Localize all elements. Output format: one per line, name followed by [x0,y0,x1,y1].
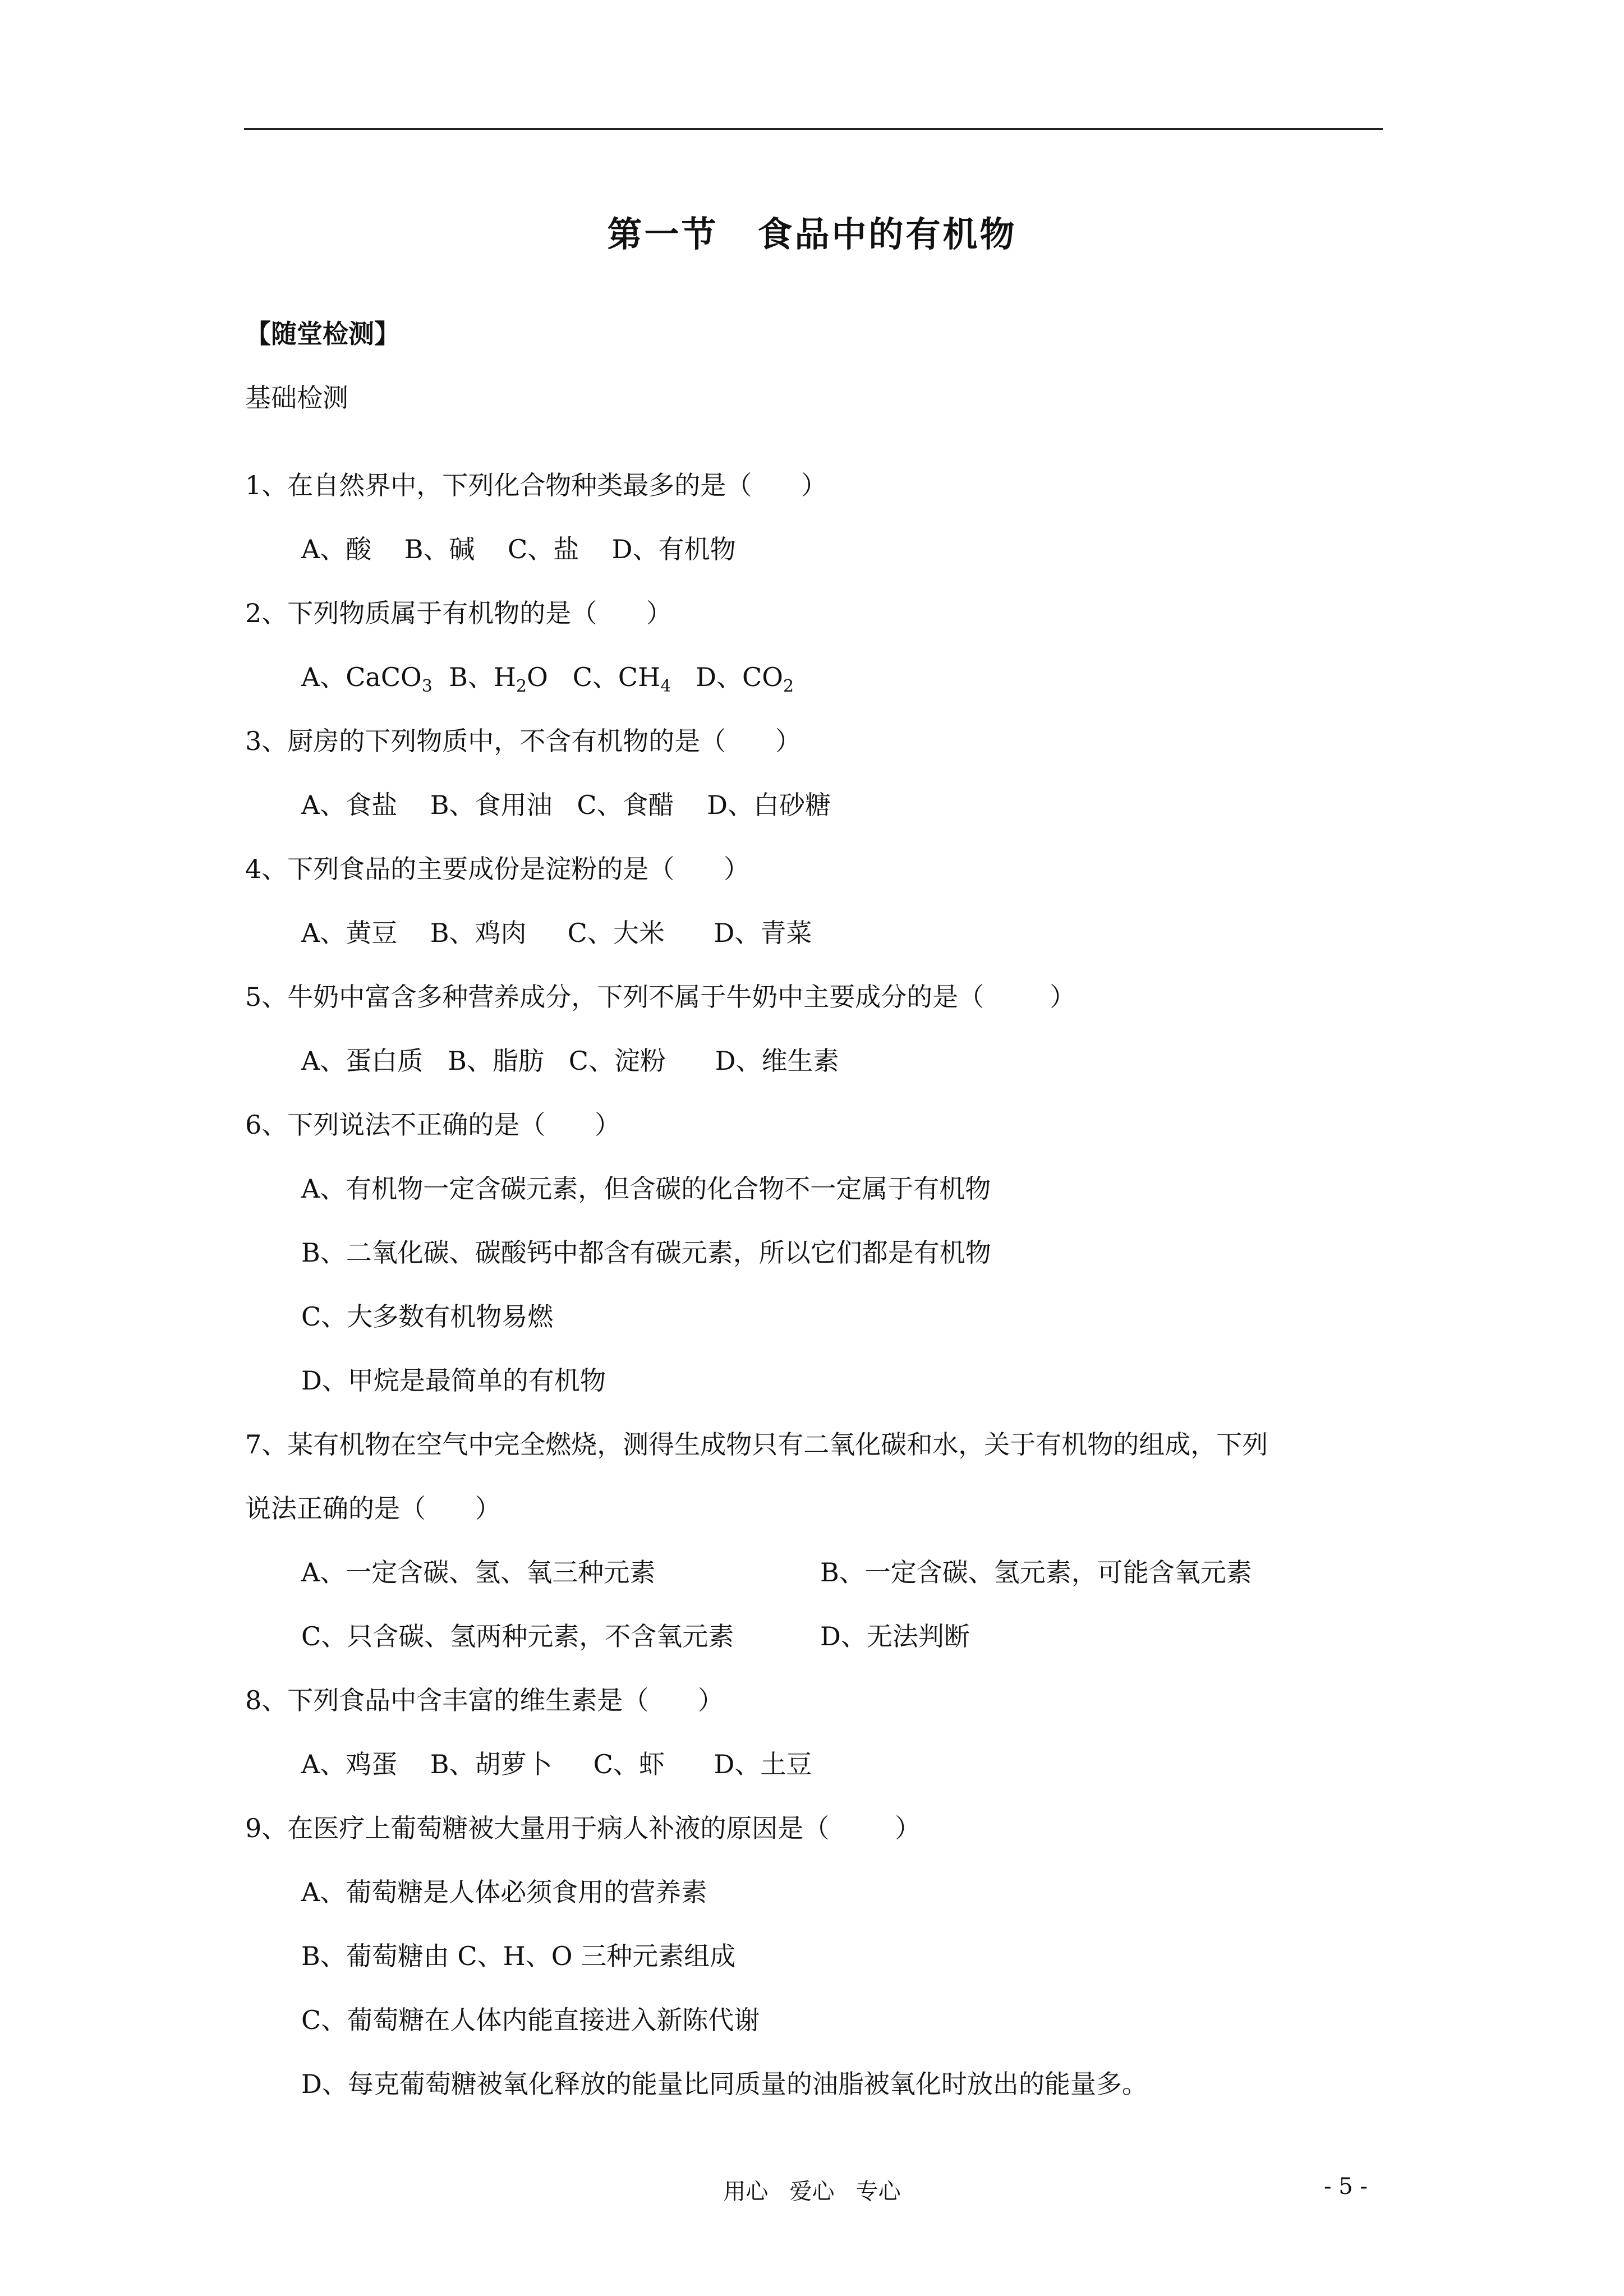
question-7-stem-line-2: 说法正确的是（ ） [245,1493,501,1524]
question-5-stem: 5、牛奶中富含多种营养成分，下列不属于牛奶中主要成分的是（ ） [245,982,1076,1012]
question-9-option-d: D、每克葡萄糖被氧化释放的能量比同质量的油脂被氧化时放出的能量多。 [301,2069,1148,2099]
question-3-stem: 3、厨房的下列物质中，不含有机物的是（ ） [245,726,801,756]
q2-option-a-subscript: 3 [421,677,433,696]
question-9-option-a: A、葡萄糖是人体必须食用的营养素 [301,1877,707,1907]
question-7-option-d: D、无法判断 [820,1621,970,1651]
question-6-stem: 6、下列说法不正确的是（ ） [245,1110,620,1140]
page-title [0,206,1624,256]
question-5-options: A、蛋白质 B、脂肪 C、淀粉 D、维生素 [301,1046,839,1076]
question-4-stem: 4、下列食品的主要成份是淀粉的是（ ） [245,854,749,884]
question-4-options: A、黄豆 B、鸡肉 C、大米 D、青菜 [301,918,812,948]
q2-option-c: C、CH [548,662,661,692]
q2-option-d: D、CO [671,662,783,692]
q2-option-b-suffix: O [527,662,548,692]
question-6-option-d: D、甲烷是最简单的有机物 [301,1365,606,1396]
q2-option-b-subscript: 2 [516,677,527,696]
question-6-option-c: C、大多数有机物易燃 [301,1301,554,1332]
question-9-option-b: B、葡萄糖由 C、H、O 三种元素组成 [301,1941,736,1971]
question-6-option-a: A、有机物一定含碳元素，但含碳的化合物不一定属于有机物 [301,1174,991,1204]
question-7-option-a: A、一定含碳、氢、氧三种元素 [301,1557,656,1588]
question-7-stem-line-1: 7、某有机物在空气中完全燃烧，测得生成物只有二氧化碳和水，关于有机物的组成，下列 [245,1429,1268,1460]
question-7-option-c: C、只含碳、氢两种元素，不含氧元素 [301,1621,734,1651]
section-heading: 【随堂检测】 [245,319,400,349]
page-number: - 5 - [1324,2174,1368,2200]
question-9-stem: 9、在医疗上葡萄糖被大量用于病人补液的原因是（ ） [245,1813,921,1843]
question-3-options: A、食盐 B、食用油 C、食醋 D、白砂糖 [301,790,831,820]
question-8-options: A、鸡蛋 B、胡萝卜 C、虾 D、土豆 [301,1749,812,1779]
q2-option-d-subscript: 2 [783,677,794,696]
q2-option-a: A、CaCO [301,662,422,692]
q2-option-b: B、H [432,662,517,692]
question-1-options: A、酸 B、碱 C、盐 D、有机物 [301,534,736,564]
question-7-option-b: B、一定含碳、氢元素，可能含氧元素 [820,1557,1252,1588]
header-rule [244,128,1383,130]
question-2-stem: 2、下列物质属于有机物的是（ ） [245,598,672,628]
question-6-option-b: B、二氧化碳、碳酸钙中都含有碳元素，所以它们都是有机物 [301,1237,991,1268]
question-9-option-c: C、葡萄糖在人体内能直接进入新陈代谢 [301,2005,760,2035]
q2-option-c-subscript: 4 [660,677,671,696]
subsection-heading: 基础检测 [245,383,348,413]
title-topic: 食品中的有机物 [757,214,1017,255]
question-8-stem: 8、下列食品中含丰富的维生素是（ ） [245,1685,724,1715]
question-2-options [301,664,794,695]
question-1-stem: 1、在自然界中，下列化合物种类最多的是（ ） [245,470,827,500]
footer-slogan: 用心 爱心 专心 [723,2179,901,2205]
title-section-number: 第一节 [607,214,719,255]
